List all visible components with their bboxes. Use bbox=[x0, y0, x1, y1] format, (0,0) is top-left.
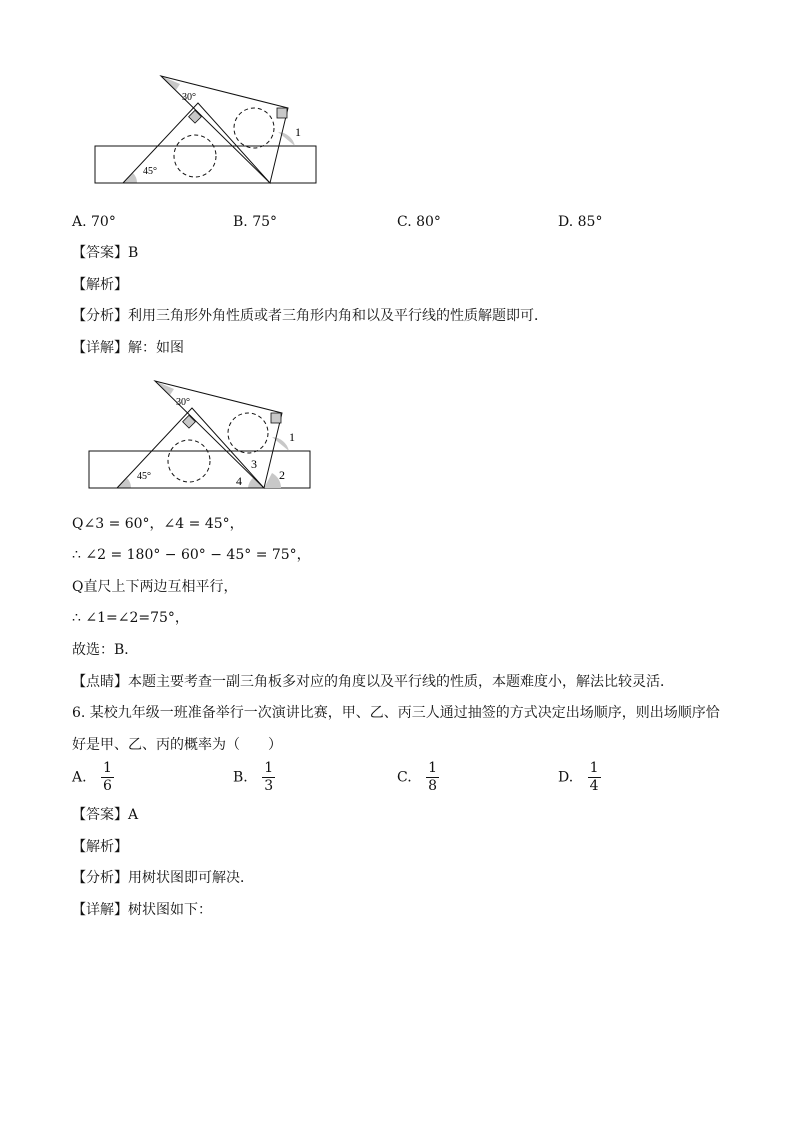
step-1: Q∠3 = 60°，∠4 = 45°， bbox=[72, 516, 244, 532]
option-a[interactable]: A. 70° bbox=[72, 214, 116, 230]
step-4: ∴ ∠1=∠2=75°， bbox=[72, 610, 189, 626]
angle-30-label: 30° bbox=[176, 397, 190, 408]
q6-option-d[interactable]: D. $\frac{1}{4}$ bbox=[558, 760, 599, 794]
step-3: Q直尺上下两边互相平行， bbox=[72, 579, 238, 595]
q6-option-b[interactable]: B. $\frac{1}{3}$ bbox=[233, 760, 274, 794]
dashed-circle-2 bbox=[228, 413, 268, 453]
dashed-circle-1 bbox=[174, 135, 216, 177]
q6-detail: 【详解】树状图如下： bbox=[72, 902, 212, 918]
step-5: 故选：B． bbox=[72, 642, 139, 658]
geometry-figure-1 bbox=[90, 70, 330, 192]
dashed-circle-1 bbox=[168, 440, 210, 482]
right-angle-mark-1 bbox=[183, 415, 196, 428]
fraction: $\frac{1}{6}$ bbox=[103, 760, 112, 794]
angle-4-label: 4 bbox=[236, 474, 242, 488]
right-angle-mark-1 bbox=[189, 110, 202, 123]
triangle-30 bbox=[155, 381, 282, 488]
angle-45-label: 45° bbox=[137, 471, 151, 482]
q5-point-summary: 【点睛】本题主要考查一副三角板多对应的角度以及平行线的性质，本题难度小，解法比较灵活． bbox=[72, 674, 674, 690]
angle-45-arc bbox=[117, 478, 131, 488]
option-c[interactable]: C. 80° bbox=[397, 214, 441, 230]
q5-analysis: 【分析】利用三角形外角性质或者三角形内角和以及平行线的性质解题即可． bbox=[72, 308, 548, 324]
fraction: $\frac{1}{3}$ bbox=[264, 760, 274, 794]
option-b[interactable]: B. 75° bbox=[233, 214, 278, 230]
angle-1-label: 1 bbox=[295, 125, 301, 139]
q6-option-c[interactable]: C. $\frac{1}{8}$ bbox=[397, 760, 438, 794]
angle-3-label: 3 bbox=[251, 457, 257, 471]
geometry-figure-2 bbox=[84, 375, 324, 497]
q6-stem-line-1: 6. 某校九年级一班准备举行一次演讲比赛，甲、乙、丙三人通过抽签的方式决定出场顺序，则出场顺序恰 bbox=[72, 705, 720, 721]
q5-detail: 【详解】解：如图 bbox=[72, 340, 184, 356]
fraction: $\frac{1}{4}$ bbox=[589, 760, 599, 794]
angle-45-label: 45° bbox=[143, 166, 157, 177]
q6-option-a[interactable]: A. $\frac{1}{6}$ bbox=[72, 760, 112, 794]
right-angle-mark-2 bbox=[271, 413, 281, 423]
angle-45-arc bbox=[123, 173, 137, 183]
q6-analysis: 【分析】用树状图即可解决． bbox=[72, 870, 254, 886]
triangle-30 bbox=[161, 76, 288, 183]
q5-jiexi-heading: 【解析】 bbox=[72, 277, 128, 293]
fraction: $\frac{1}{8}$ bbox=[428, 760, 438, 794]
dashed-circle-2 bbox=[234, 108, 274, 148]
right-angle-mark-2 bbox=[277, 108, 287, 118]
angle-1-label: 1 bbox=[289, 430, 295, 444]
angle-30-label: 30° bbox=[182, 92, 196, 103]
angle-2-label: 2 bbox=[279, 468, 285, 482]
q6-answer: 【答案】A bbox=[72, 807, 139, 823]
option-d[interactable]: D. 85° bbox=[558, 214, 603, 230]
q6-jiexi-heading: 【解析】 bbox=[72, 839, 128, 855]
q5-answer: 【答案】B bbox=[72, 245, 139, 261]
q6-stem-line-2: 好是甲、乙、丙的概率为（ ） bbox=[72, 737, 282, 753]
step-2: ∴ ∠2 = 180° − 60° − 45° = 75°， bbox=[72, 547, 311, 563]
